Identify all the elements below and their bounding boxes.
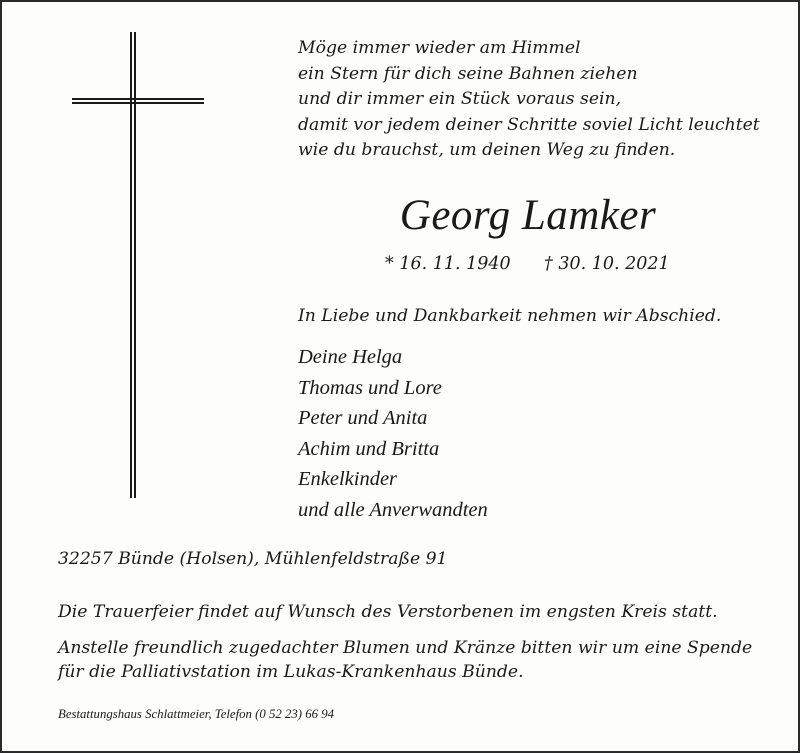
cross-icon xyxy=(72,32,204,498)
poem-line: damit vor jedem deiner Schritte soviel Licht leuchtet xyxy=(298,114,760,135)
mourner: Enkelkinder xyxy=(298,468,398,490)
death-date: † 30. 10. 2021 xyxy=(544,254,670,274)
mourners-list xyxy=(298,342,488,525)
poem-line: Möge immer wieder am Himmel xyxy=(298,38,581,58)
deceased-name: Georg Lamker xyxy=(399,192,657,239)
poem-line: ein Stern für dich seine Bahnen ziehen xyxy=(298,63,638,84)
donation-line: Anstelle freundlich zugedachter Blumen und Kränze bitten wir um eine Spende xyxy=(58,638,753,658)
donation-notice xyxy=(58,636,758,684)
mourner: Peter und Anita xyxy=(298,407,428,429)
mourner: Thomas und Lore xyxy=(298,376,442,399)
donation-line: für die Palliativstation im Lukas-Krankenhaus Bünde. xyxy=(58,662,524,682)
funeral-home-footer: Bestattungshaus Schlattmeier, Telefon (0 52 23) 66 94 xyxy=(58,707,335,721)
cross-horizontal-line-bottom xyxy=(72,102,204,104)
poem-line: und dir immer ein Stück voraus sein, xyxy=(298,89,622,109)
cross-horizontal-line-top xyxy=(72,98,204,100)
farewell-line: In Liebe und Dankbarkeit nehmen wir Abschied. xyxy=(298,306,722,326)
family-address: 32257 Bünde (Holsen), Mühlenfeldstraße 91 xyxy=(58,549,448,569)
memorial-poem xyxy=(298,36,768,164)
mourner: und alle Anverwandten xyxy=(298,498,488,521)
ceremony-notice: Die Trauerfeier findet auf Wunsch des Verstorbenen im engsten Kreis statt. xyxy=(58,602,718,622)
mourner: Deine Helga xyxy=(298,346,403,368)
poem-line: wie du brauchst, um deinen Weg zu finden. xyxy=(298,140,676,160)
mourner: Achim und Britta xyxy=(298,437,440,460)
birth-date: * 16. 11. 1940 xyxy=(385,254,511,274)
